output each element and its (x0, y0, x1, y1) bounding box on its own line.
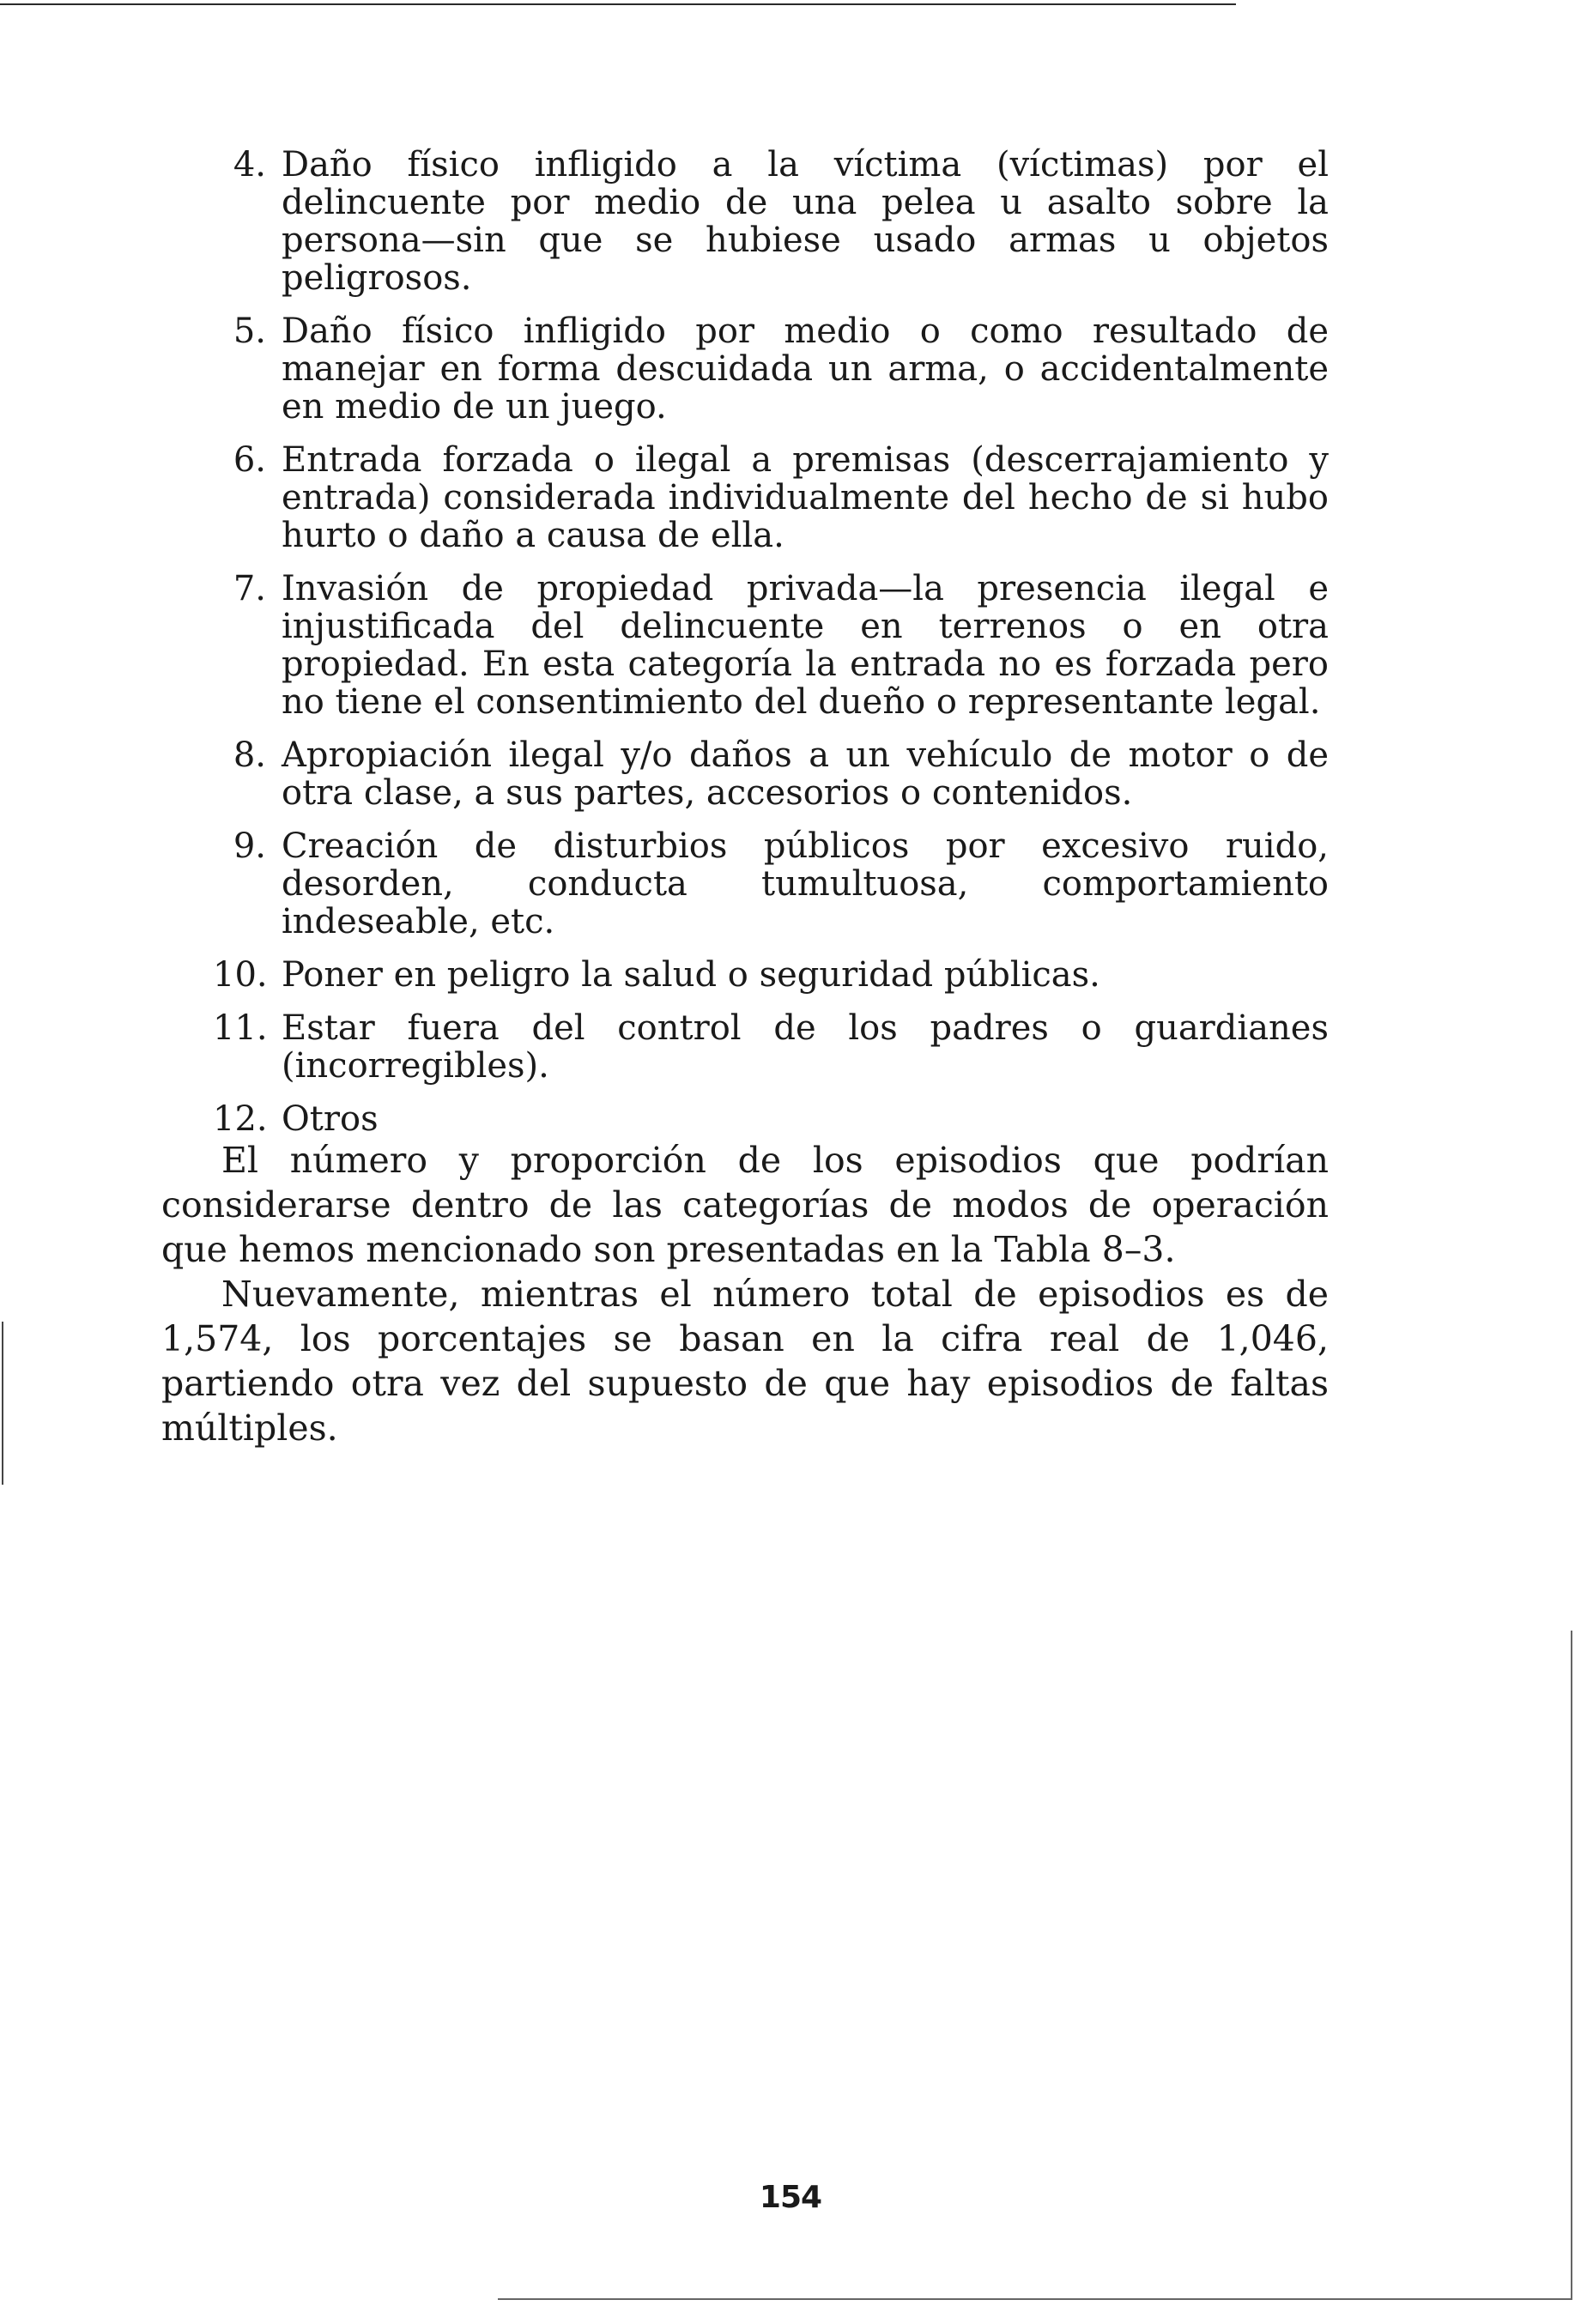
page-number: 154 (759, 2180, 822, 2215)
list-item-number: 7. (233, 569, 266, 608)
top-scan-rule (0, 3, 1236, 5)
list-item-number: 6. (233, 440, 266, 480)
list-item (213, 1100, 1329, 1138)
list-item (213, 827, 1329, 941)
list-item-number: 9. (233, 826, 266, 866)
list-item-number: 10. (213, 955, 268, 995)
bottom-scan-rule (498, 2298, 1571, 2300)
list-item-text: Daño físico infligido a la víctima (víctimas) por el delincuente por medio de una pelea u asalto sobre la persona—sin que se hubiese usado armas u objetos peligrosos. (282, 145, 1329, 298)
page-body (161, 145, 1329, 1450)
list-item-number: 5. (233, 312, 266, 351)
list-item-text: Invasión de propiedad privada—la presencia ilegal e injustificada del delincuente en terrenos o en otra propiedad. En esta categoría la entrada no es forzada pero no tiene el consentimiento del dueño o representante legal. (282, 569, 1329, 722)
list-item (213, 441, 1329, 554)
list-item (213, 570, 1329, 721)
body-paragraph: El número y proporción de los episodios que podrían considerarse dentro de las categorías de modos de operación que hemos mencionado son presentadas en la Tabla 8–3. (161, 1140, 1329, 1270)
list-item-text: Daño físico infligido por medio o como resultado de manejar en forma descuidada un arma, o accidentalmente en medio de un juego. (282, 312, 1329, 427)
list-item-text: Creación de disturbios públicos por excesivo ruido, desorden, conducta tumultuosa, comportamiento indeseable, etc. (282, 826, 1329, 941)
list-item-number: 4. (233, 145, 266, 185)
list-item-number: 11. (213, 1008, 268, 1048)
list-item-text: Entrada forzada o ilegal a premisas (descerrajamiento y entrada) considerada individualmente del hecho de si hubo hurto o daño a causa de ella. (282, 440, 1329, 555)
list-item (213, 312, 1329, 426)
list-item-text: Otros (282, 1099, 379, 1139)
list-item-text: Apropiación ilegal y/o daños a un vehículo de motor o de otra clase, a sus partes, accesorios o contenidos. (282, 735, 1329, 813)
list-item (213, 146, 1329, 297)
body-paragraph: Nuevamente, mientras el número total de episodios es de 1,574, los porcentajes se basan en la cifra real de 1,046, partiendo otra vez del supuesto de que hay episodios de faltas múltiples. (161, 1274, 1329, 1449)
list-item-text: Poner en peligro la salud o seguridad públicas. (282, 955, 1100, 995)
list-item-text: Estar fuera del control de los padres o guardianes (incorregibles). (282, 1008, 1329, 1086)
list-item (213, 956, 1329, 994)
list-item (213, 736, 1329, 812)
left-scan-rule (2, 1322, 3, 1485)
list-item-number: 8. (233, 735, 266, 775)
list-item (213, 1009, 1329, 1085)
list-item-number: 12. (213, 1099, 268, 1139)
